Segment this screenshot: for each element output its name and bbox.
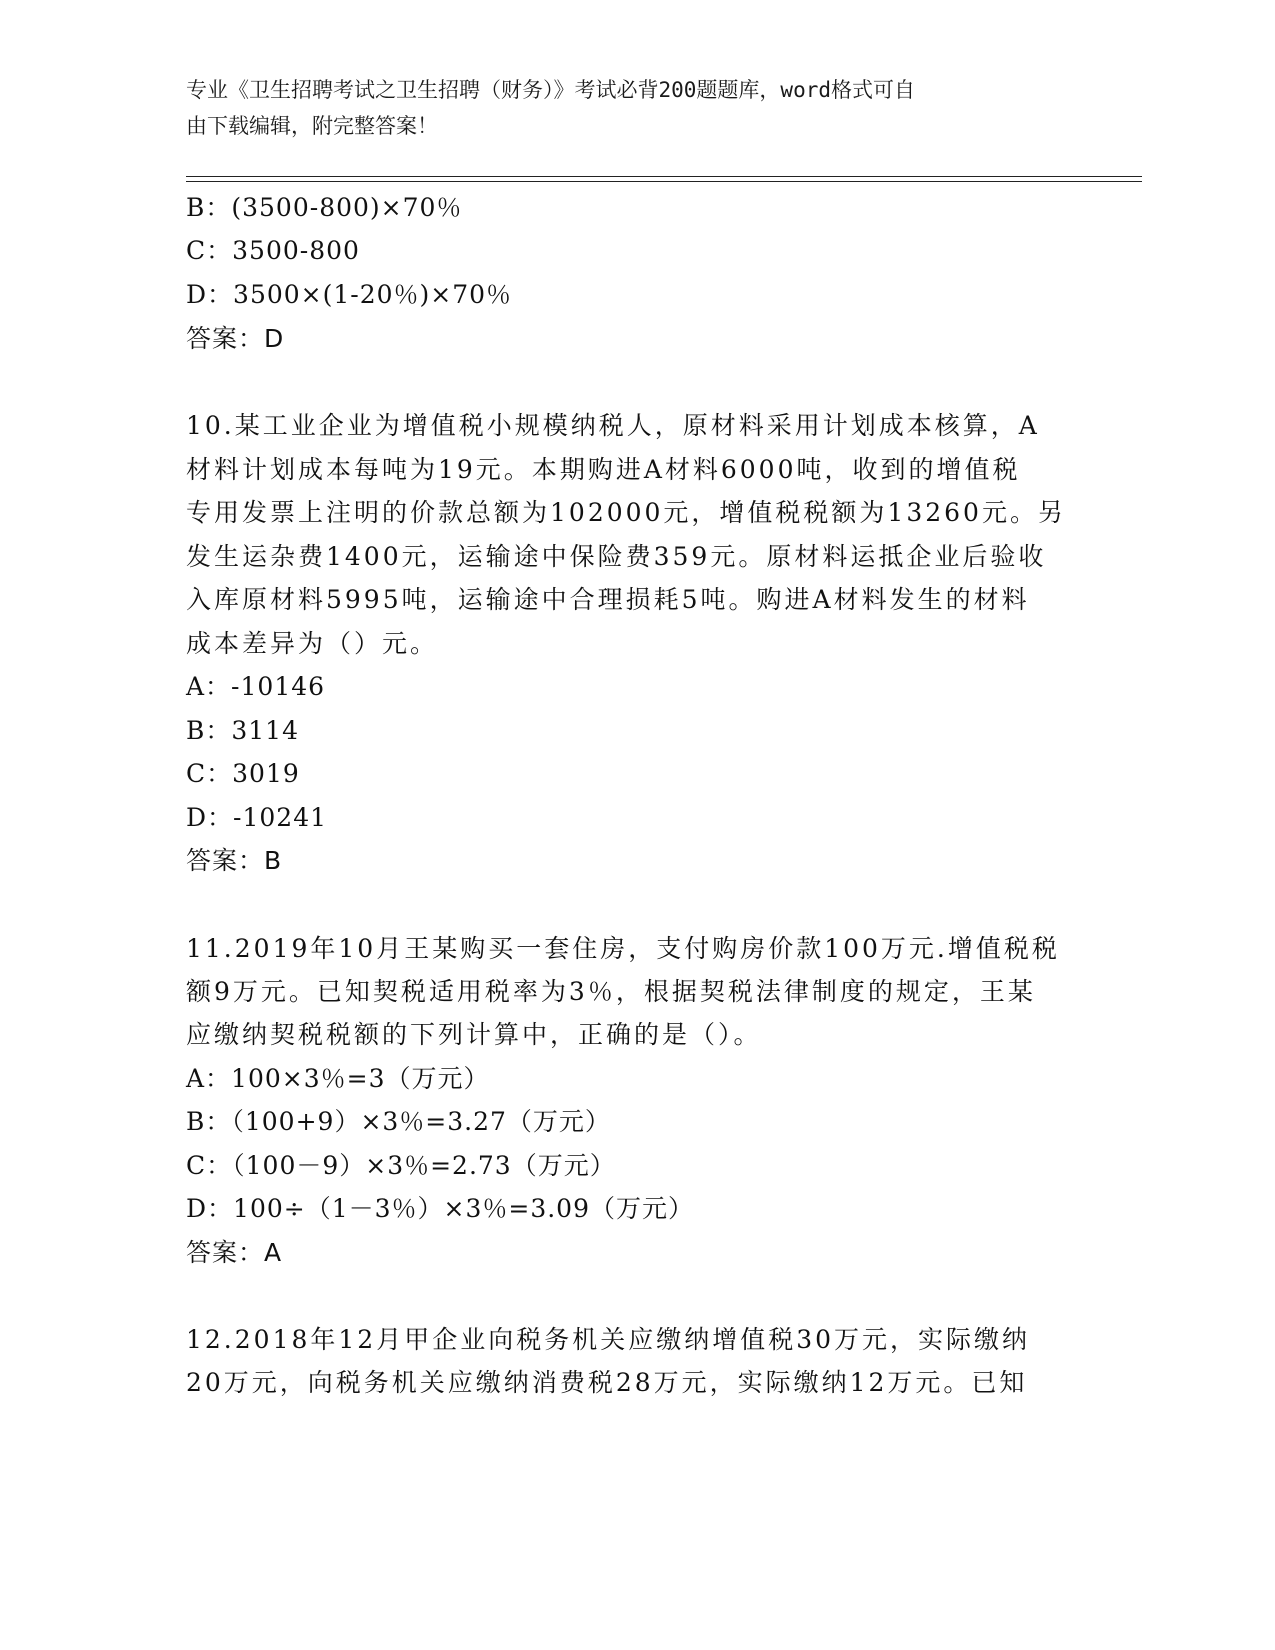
q9-option-c: C：3500-800 (186, 236, 360, 265)
header-line-1: 专业《卫生招聘考试之卫生招聘（财务）》考试必背200题题库，word格式可自 (186, 78, 915, 102)
header-divider-top (186, 176, 1142, 177)
document-header (186, 72, 1066, 144)
header-line-2: 由下载编辑，附完整答案！ (186, 114, 438, 138)
q9-option-b: B：(3500-800)×70％ (186, 193, 463, 222)
q10-text-line-1: 10.某工业企业为增值税小规模纳税人，原材料采用计划成本核算，A (186, 411, 1040, 440)
q10-answer: 答案：B (186, 846, 283, 875)
q9-option-d: D：3500×(1-20％)×70％ (186, 280, 513, 309)
q11-option-a: A：100×3％=3（万元） (186, 1064, 490, 1093)
q9-answer: 答案：D (186, 324, 285, 353)
q11-option-b: B：（100+9）×3％=3.27（万元） (186, 1107, 611, 1136)
q10-option-c: C：3019 (186, 759, 300, 788)
q10-text-line-4: 发生运杂费1400元，运输途中保险费359元。原材料运抵企业后验收 (186, 542, 1047, 571)
q11-text-line-1: 11.2019年10月王某购买一套住房，支付购房价款100万元.增值税税 (186, 934, 1060, 963)
q10-text-line-6: 成本差异为（）元。 (186, 629, 439, 658)
q11-text-line-2: 额9万元。已知契税适用税率为3％，根据契税法律制度的规定，王某 (186, 977, 1036, 1006)
q11-answer: 答案：A (186, 1238, 283, 1267)
q10-text-line-2: 材料计划成本每吨为19元。本期购进A材料6000吨，收到的增值税 (186, 455, 1021, 484)
header-divider-bottom (186, 181, 1142, 182)
q10-option-a: A：-10146 (186, 672, 326, 701)
q12-text-line-2: 20万元，向税务机关应缴纳消费税28万元，实际缴纳12万元。已知 (186, 1368, 1028, 1397)
q10-option-b: B：3114 (186, 716, 299, 745)
q11-text-line-3: 应缴纳契税税额的下列计算中，正确的是（）。 (186, 1020, 762, 1049)
q11-option-d: D：100÷（1－3％）×3％=3.09（万元） (186, 1194, 694, 1223)
q10-text-line-3: 专用发票上注明的价款总额为102000元，增值税税额为13260元。另 (186, 498, 1066, 527)
q11-option-c: C：（100－9）×3％=2.73（万元） (186, 1151, 616, 1180)
q10-option-d: D：-10241 (186, 803, 328, 832)
q10-text-line-5: 入库原材料5995吨，运输途中合理损耗5吨。购进A材料发生的材料 (186, 585, 1030, 614)
q12-text-line-1: 12.2018年12月甲企业向税务机关应缴纳增值税30万元，实际缴纳 (186, 1325, 1031, 1354)
